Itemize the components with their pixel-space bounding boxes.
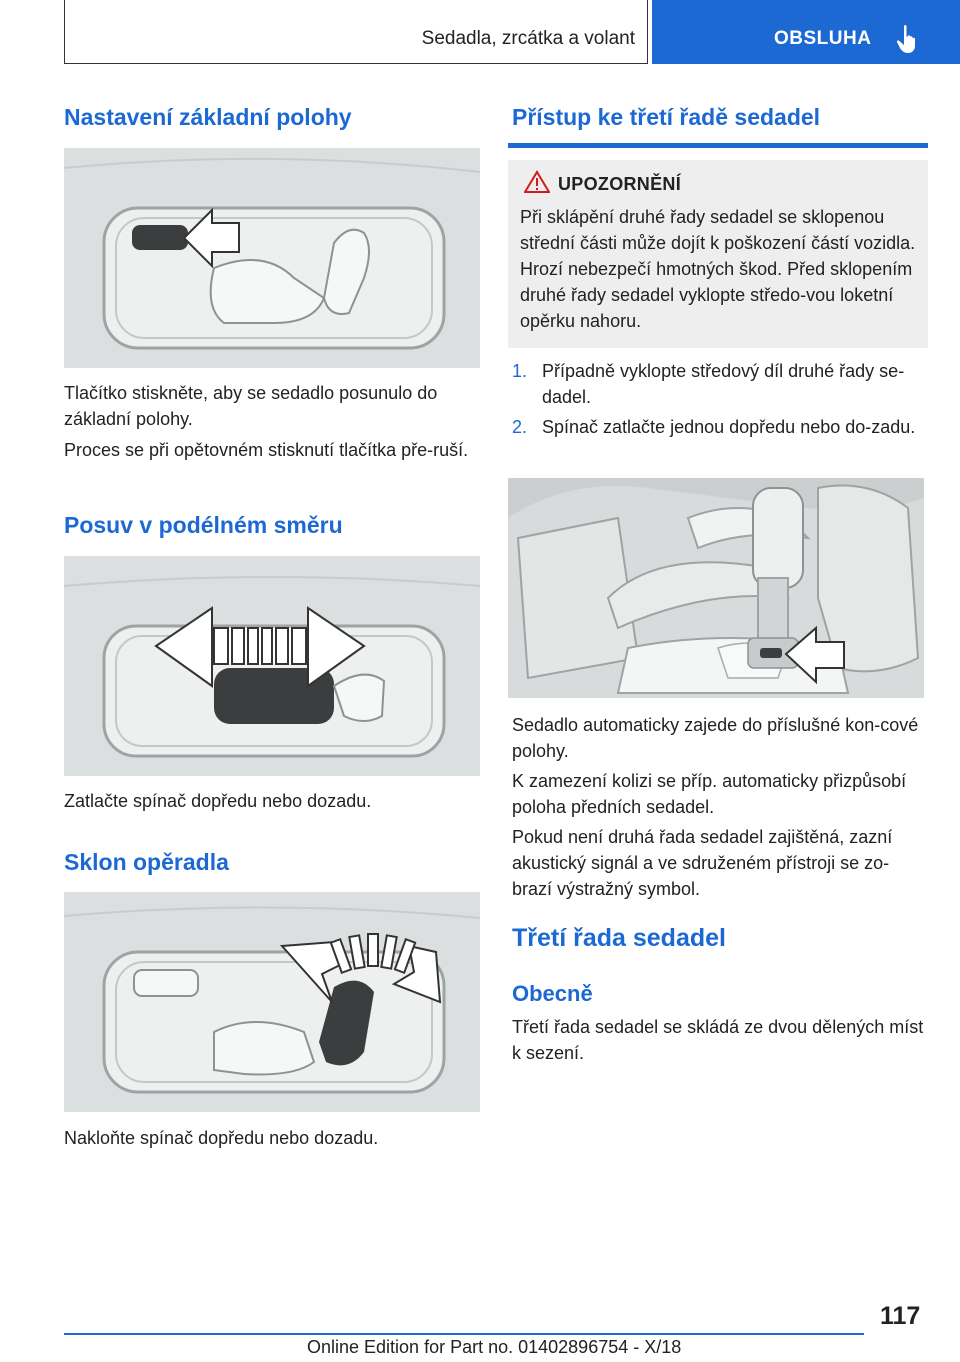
figure-seat-memory-button	[64, 148, 480, 368]
footer-rule	[64, 1333, 864, 1335]
header-section-tab[interactable]	[652, 0, 960, 64]
heading-basic-position: Nastavení základní polohy	[64, 104, 352, 130]
heading-longitudinal: Posuv v podélném směru	[64, 512, 343, 538]
paragraph-seat-auto: Sedadlo automaticky zajede do příslušné kon-cové polohy.	[512, 715, 919, 761]
paragraph-third-row: Třetí řada sedadel se skládá ze dvou dělených míst k sezení.	[512, 1017, 924, 1063]
section-divider	[508, 143, 928, 148]
warning-title: UPOZORNĚNÍ	[558, 174, 682, 194]
warning-box	[508, 160, 928, 348]
heading-general: Obecně	[512, 981, 593, 1006]
heading-third-row: Třetí řada sedadel	[512, 924, 726, 952]
warning-triangle-icon	[524, 170, 550, 194]
header-section-title: OBSLUHA	[774, 28, 872, 49]
step-number: 1.	[512, 361, 528, 381]
paragraph-tilt-switch: Nakloňte spínač dopředu nebo dozadu.	[64, 1128, 379, 1148]
paragraph-cancel: Proces se při opětovném stisknutí tlačítka pře-ruší.	[64, 440, 469, 460]
paragraph-collision: K zamezení kolizi se příp. automaticky přizpůsobí poloha předních sedadel.	[512, 771, 907, 817]
step-number: 2.	[512, 417, 528, 437]
step-text: Spínač zatlačte jednou dopředu nebo do-zadu.	[542, 417, 916, 437]
warning-text: Při sklápění druhé řady sedadel se sklopenou střední části může dojít k poškození částí vozidla. Hrozí nebezpečí hmotných škod. Před sklopením druhé řady sedadel vyklopte středo-vou loketní opěrku nahoru.	[520, 207, 916, 331]
footer-edition: Online Edition for Part no. 01402896754 - X/18	[307, 1337, 682, 1357]
paragraph-press-button: Tlačítko stiskněte, aby se sedadlo posunulo do základní polohy.	[64, 383, 438, 429]
heading-third-row-access: Přístup ke třetí řadě sedadel	[512, 104, 821, 130]
figure-backrest-switch	[64, 892, 480, 1112]
heading-backrest: Sklon opěradla	[64, 849, 229, 875]
paragraph-push-switch: Zatlačte spínač dopředu nebo dozadu.	[64, 791, 372, 811]
step-text: Případně vyklopte středový díl druhé řady se-dadel.	[542, 361, 905, 407]
pointing-hand-icon	[896, 24, 920, 54]
paragraph-not-locked: Pokud není druhá řada sedadel zajištěná, zazní akustický signál a ve sdruženém přístroji se zo-brazí výstražný symbol.	[512, 827, 893, 899]
page-number: 117	[880, 1302, 921, 1330]
figure-second-row-seat	[508, 478, 924, 698]
header-chapter-title: Sedadla, zrcátka a volant	[421, 28, 635, 49]
figure-seat-slide-switch	[64, 556, 480, 776]
header-chapter-box	[64, 0, 648, 64]
